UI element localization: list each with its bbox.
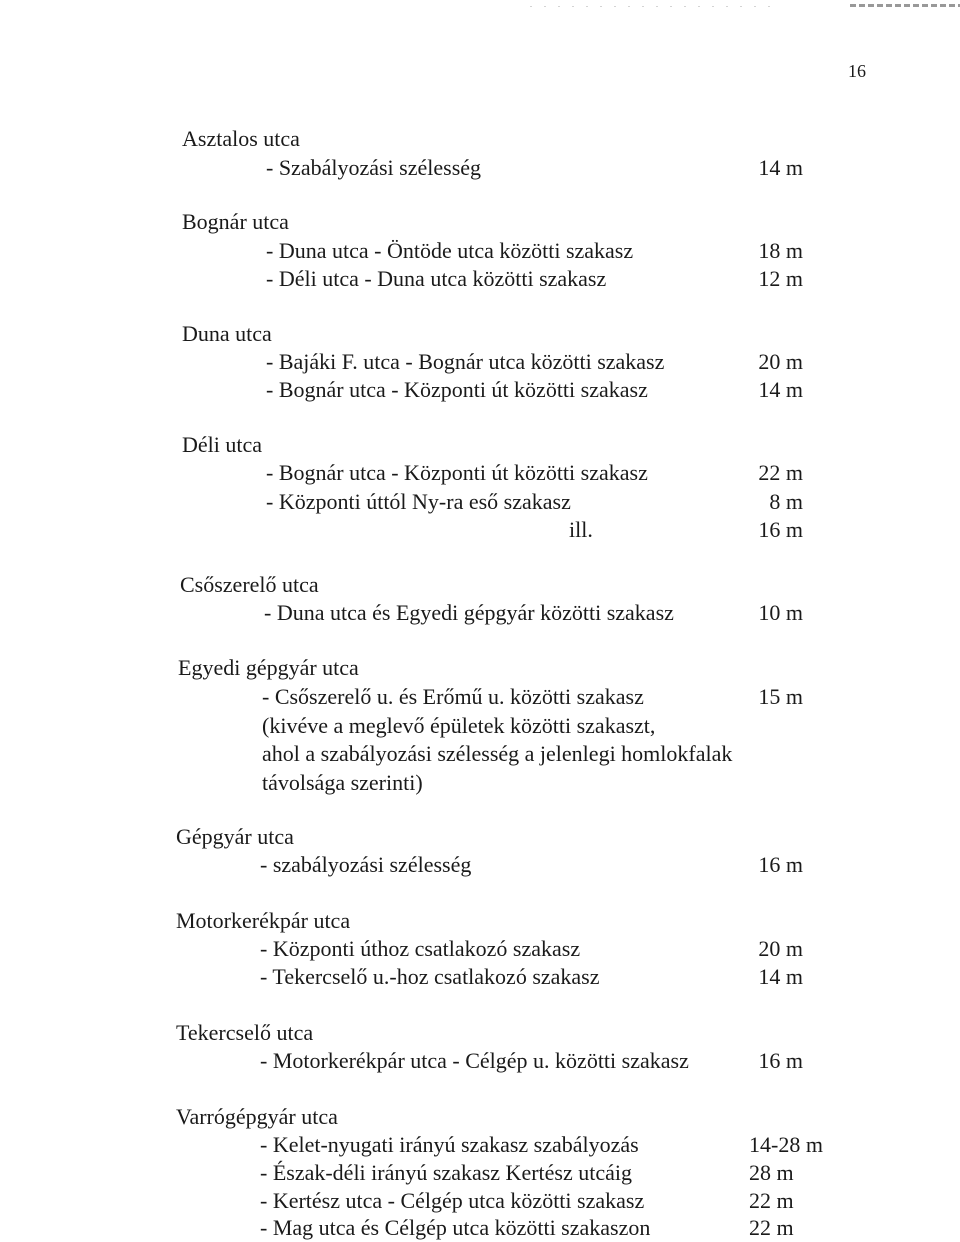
section-note-line: (kivéve a meglevő épületek közötti szakaszt, <box>262 713 656 738</box>
section-item-label: - Duna utca - Öntöde utca közötti szakasz <box>266 238 634 263</box>
street-heading: Egyedi gépgyár utca <box>178 655 359 680</box>
section-item-label: ill. <box>569 517 593 542</box>
street-heading: Tekercselő utca <box>176 1020 314 1045</box>
street-heading: Bognár utca <box>182 209 289 234</box>
page-number: 16 <box>848 61 866 81</box>
section-note-line: ahol a szabályozási szélesség a jelenlegi homlokfalak <box>262 741 733 766</box>
section-item-label: - szabályozási szélesség <box>260 852 472 877</box>
section-item-label: - Duna utca és Egyedi gépgyár közötti szakasz <box>264 600 674 625</box>
section-item-value: 28 m <box>749 1160 794 1185</box>
section-item-value: 12 m <box>758 266 803 291</box>
section-item-value: 14-28 m <box>749 1132 823 1157</box>
section-item-label: - Szabályozási szélesség <box>266 155 482 180</box>
section-item-value: 22 m <box>758 460 803 485</box>
section-item-value: 15 m <box>758 684 803 709</box>
section-item-label: - Mag utca és Célgép utca közötti szakaszon <box>260 1215 651 1240</box>
section-item-label: - Kelet-nyugati irányú szakasz szabályozás <box>260 1132 639 1157</box>
section-item-value: 18 m <box>758 238 803 263</box>
street-heading: Gépgyár utca <box>176 824 294 849</box>
section-item-label: - Központi úttól Ny-ra eső szakasz <box>266 489 571 514</box>
section-item-value: 14 m <box>758 377 803 402</box>
section-item-value: 22 m <box>749 1188 794 1213</box>
section-item-label: - Észak-déli irányú szakasz Kertész utcáig <box>260 1160 632 1185</box>
scan-artifact <box>530 6 780 7</box>
section-item-label: - Motorkerékpár utca - Célgép u. közötti szakasz <box>260 1048 689 1073</box>
street-heading: Duna utca <box>182 321 272 346</box>
scan-artifact <box>850 4 960 7</box>
section-item-label: - Tekercselő u.-hoz csatlakozó szakasz <box>260 964 600 989</box>
section-note-line: távolsága szerinti) <box>262 770 423 795</box>
section-item-value: 16 m <box>758 852 803 877</box>
street-heading: Csőszerelő utca <box>180 572 319 597</box>
section-item-value: 14 m <box>758 155 803 180</box>
street-heading: Asztalos utca <box>182 126 300 151</box>
section-item-label: - Csőszerelő u. és Erőmű u. közötti szakasz <box>262 684 644 709</box>
section-item-value: 16 m <box>758 517 803 542</box>
section-item-label: - Bajáki F. utca - Bognár utca közötti szakasz <box>266 349 665 374</box>
section-item-value: 20 m <box>758 349 803 374</box>
street-heading: Motorkerékpár utca <box>176 908 351 933</box>
section-item-value: 14 m <box>758 964 803 989</box>
section-item-label: - Déli utca - Duna utca közötti szakasz <box>266 266 607 291</box>
street-heading: Varrógépgyár utca <box>176 1104 338 1129</box>
section-item-value: 22 m <box>749 1215 794 1240</box>
section-item-value: 20 m <box>758 936 803 961</box>
section-item-label: - Kertész utca - Célgép utca közötti szakasz <box>260 1188 645 1213</box>
section-item-label: - Bognár utca - Központi út közötti szakasz <box>266 460 648 485</box>
section-item-value: 10 m <box>758 600 803 625</box>
section-item-label: - Bognár utca - Központi út közötti szakasz <box>266 377 648 402</box>
street-heading: Déli utca <box>182 432 263 457</box>
section-item-value: 16 m <box>758 1048 803 1073</box>
section-item-label: - Központi úthoz csatlakozó szakasz <box>260 936 581 961</box>
section-item-value: 8 m <box>769 489 803 514</box>
